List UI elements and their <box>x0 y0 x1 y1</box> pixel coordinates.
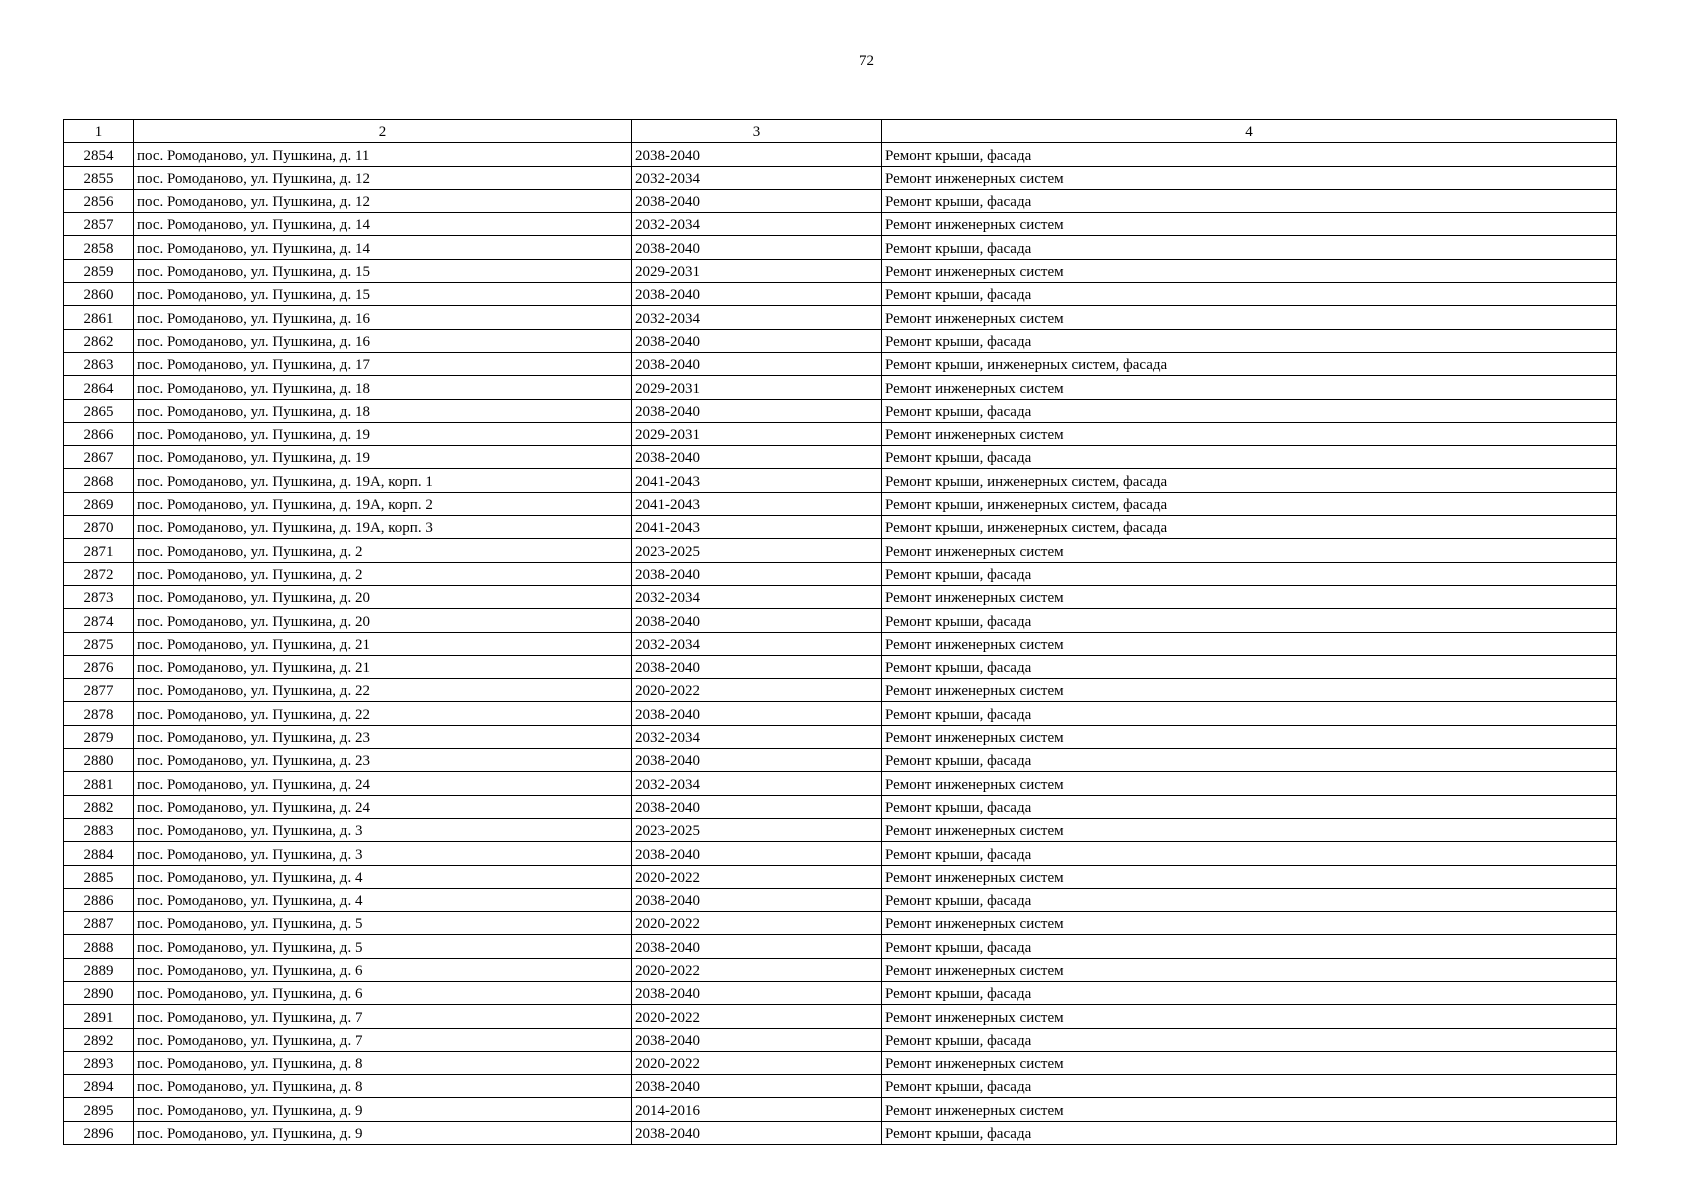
table-row <box>64 702 1617 725</box>
table-row <box>64 1098 1617 1121</box>
row-number-cell: 2879 <box>64 725 134 748</box>
row-number-cell: 2876 <box>64 655 134 678</box>
address-cell: пос. Ромоданово, ул. Пушкина, д. 19 <box>134 446 632 469</box>
row-number-cell: 2861 <box>64 306 134 329</box>
row-number-cell: 2866 <box>64 422 134 445</box>
row-number-cell: 2870 <box>64 516 134 539</box>
address-cell: пос. Ромоданово, ул. Пушкина, д. 23 <box>134 725 632 748</box>
work-type-cell: Ремонт инженерных систем <box>882 166 1617 189</box>
period-cell: 2038-2040 <box>632 888 882 911</box>
work-type-cell: Ремонт инженерных систем <box>882 1051 1617 1074</box>
period-cell: 2038-2040 <box>632 655 882 678</box>
row-number-cell: 2893 <box>64 1051 134 1074</box>
address-cell: пос. Ромоданово, ул. Пушкина, д. 22 <box>134 702 632 725</box>
row-number-cell: 2862 <box>64 329 134 352</box>
address-cell: пос. Ромоданово, ул. Пушкина, д. 20 <box>134 609 632 632</box>
address-cell: пос. Ромоданово, ул. Пушкина, д. 16 <box>134 329 632 352</box>
work-type-cell: Ремонт крыши, фасада <box>882 1028 1617 1051</box>
table-row <box>64 958 1617 981</box>
address-cell: пос. Ромоданово, ул. Пушкина, д. 22 <box>134 679 632 702</box>
address-cell: пос. Ромоданово, ул. Пушкина, д. 8 <box>134 1075 632 1098</box>
period-cell: 2038-2040 <box>632 609 882 632</box>
table-row <box>64 399 1617 422</box>
table-row <box>64 446 1617 469</box>
table-header <box>64 120 1617 143</box>
table-row <box>64 795 1617 818</box>
work-type-cell: Ремонт крыши, фасада <box>882 189 1617 212</box>
column-header-number: 1 <box>64 120 134 143</box>
work-type-cell: Ремонт крыши, фасада <box>882 888 1617 911</box>
row-number-cell: 2871 <box>64 539 134 562</box>
table-row <box>64 912 1617 935</box>
table-row <box>64 749 1617 772</box>
row-number-cell: 2885 <box>64 865 134 888</box>
work-type-cell: Ремонт крыши, инженерных систем, фасада <box>882 352 1617 375</box>
work-type-cell: Ремонт инженерных систем <box>882 1005 1617 1028</box>
work-type-cell: Ремонт крыши, инженерных систем, фасада <box>882 492 1617 515</box>
work-type-cell: Ремонт крыши, фасада <box>882 609 1617 632</box>
table-row <box>64 283 1617 306</box>
address-cell: пос. Ромоданово, ул. Пушкина, д. 9 <box>134 1098 632 1121</box>
table-row <box>64 842 1617 865</box>
table-row <box>64 143 1617 166</box>
table-row <box>64 259 1617 282</box>
work-type-cell: Ремонт инженерных систем <box>882 679 1617 702</box>
row-number-cell: 2860 <box>64 283 134 306</box>
period-cell: 2032-2034 <box>632 632 882 655</box>
address-cell: пос. Ромоданово, ул. Пушкина, д. 19А, корп. 1 <box>134 469 632 492</box>
row-number-cell: 2873 <box>64 585 134 608</box>
work-type-cell: Ремонт крыши, фасада <box>882 795 1617 818</box>
address-cell: пос. Ромоданово, ул. Пушкина, д. 20 <box>134 585 632 608</box>
work-type-cell: Ремонт крыши, фасада <box>882 702 1617 725</box>
address-cell: пос. Ромоданово, ул. Пушкина, д. 24 <box>134 772 632 795</box>
row-number-cell: 2856 <box>64 189 134 212</box>
row-number-cell: 2872 <box>64 562 134 585</box>
address-cell: пос. Ромоданово, ул. Пушкина, д. 6 <box>134 981 632 1004</box>
address-cell: пос. Ромоданово, ул. Пушкина, д. 21 <box>134 655 632 678</box>
row-number-cell: 2889 <box>64 958 134 981</box>
table-row <box>64 679 1617 702</box>
table-row <box>64 1028 1617 1051</box>
table-row <box>64 329 1617 352</box>
work-type-cell: Ремонт крыши, фасада <box>882 981 1617 1004</box>
period-cell: 2038-2040 <box>632 399 882 422</box>
work-type-cell: Ремонт крыши, фасада <box>882 749 1617 772</box>
period-cell: 2038-2040 <box>632 935 882 958</box>
work-type-cell: Ремонт инженерных систем <box>882 422 1617 445</box>
work-type-cell: Ремонт инженерных систем <box>882 376 1617 399</box>
address-cell: пос. Ромоданово, ул. Пушкина, д. 2 <box>134 562 632 585</box>
period-cell: 2032-2034 <box>632 585 882 608</box>
work-type-cell: Ремонт инженерных систем <box>882 306 1617 329</box>
work-type-cell: Ремонт инженерных систем <box>882 912 1617 935</box>
period-cell: 2038-2040 <box>632 189 882 212</box>
table-row <box>64 1121 1617 1144</box>
table-row <box>64 609 1617 632</box>
table-row <box>64 166 1617 189</box>
work-type-cell: Ремонт крыши, фасада <box>882 329 1617 352</box>
address-cell: пос. Ромоданово, ул. Пушкина, д. 4 <box>134 888 632 911</box>
row-number-cell: 2859 <box>64 259 134 282</box>
address-cell: пос. Ромоданово, ул. Пушкина, д. 12 <box>134 166 632 189</box>
row-number-cell: 2863 <box>64 352 134 375</box>
work-type-cell: Ремонт крыши, инженерных систем, фасада <box>882 516 1617 539</box>
period-cell: 2020-2022 <box>632 1051 882 1074</box>
work-type-cell: Ремонт инженерных систем <box>882 539 1617 562</box>
address-cell: пос. Ромоданово, ул. Пушкина, д. 15 <box>134 283 632 306</box>
period-cell: 2032-2034 <box>632 306 882 329</box>
repair-schedule-table <box>63 119 1617 1145</box>
address-cell: пос. Ромоданово, ул. Пушкина, д. 19 <box>134 422 632 445</box>
table-row <box>64 632 1617 655</box>
period-cell: 2038-2040 <box>632 1028 882 1051</box>
address-cell: пос. Ромоданово, ул. Пушкина, д. 12 <box>134 189 632 212</box>
work-type-cell: Ремонт инженерных систем <box>882 725 1617 748</box>
period-cell: 2038-2040 <box>632 1075 882 1098</box>
address-cell: пос. Ромоданово, ул. Пушкина, д. 14 <box>134 213 632 236</box>
address-cell: пос. Ромоданово, ул. Пушкина, д. 19А, корп. 2 <box>134 492 632 515</box>
work-type-cell: Ремонт крыши, фасада <box>882 143 1617 166</box>
row-number-cell: 2895 <box>64 1098 134 1121</box>
table-body <box>64 143 1617 1145</box>
row-number-cell: 2884 <box>64 842 134 865</box>
period-cell: 2020-2022 <box>632 1005 882 1028</box>
row-number-cell: 2858 <box>64 236 134 259</box>
row-number-cell: 2888 <box>64 935 134 958</box>
column-header-address: 2 <box>134 120 632 143</box>
address-cell: пос. Ромоданово, ул. Пушкина, д. 16 <box>134 306 632 329</box>
row-number-cell: 2881 <box>64 772 134 795</box>
column-header-work-type: 4 <box>882 120 1617 143</box>
row-number-cell: 2886 <box>64 888 134 911</box>
address-cell: пос. Ромоданово, ул. Пушкина, д. 14 <box>134 236 632 259</box>
work-type-cell: Ремонт инженерных систем <box>882 632 1617 655</box>
table-row <box>64 865 1617 888</box>
header-row <box>64 120 1617 143</box>
period-cell: 2038-2040 <box>632 749 882 772</box>
period-cell: 2038-2040 <box>632 352 882 375</box>
row-number-cell: 2887 <box>64 912 134 935</box>
address-cell: пос. Ромоданово, ул. Пушкина, д. 7 <box>134 1005 632 1028</box>
work-type-cell: Ремонт крыши, фасада <box>882 842 1617 865</box>
address-cell: пос. Ромоданово, ул. Пушкина, д. 4 <box>134 865 632 888</box>
work-type-cell: Ремонт крыши, фасада <box>882 236 1617 259</box>
period-cell: 2020-2022 <box>632 912 882 935</box>
table-row <box>64 1051 1617 1074</box>
period-cell: 2020-2022 <box>632 679 882 702</box>
work-type-cell: Ремонт крыши, фасада <box>882 935 1617 958</box>
period-cell: 2041-2043 <box>632 469 882 492</box>
table-row <box>64 376 1617 399</box>
table-row <box>64 935 1617 958</box>
table-row <box>64 1075 1617 1098</box>
table-row <box>64 981 1617 1004</box>
period-cell: 2029-2031 <box>632 422 882 445</box>
row-number-cell: 2890 <box>64 981 134 1004</box>
row-number-cell: 2892 <box>64 1028 134 1051</box>
period-cell: 2023-2025 <box>632 539 882 562</box>
table-row <box>64 585 1617 608</box>
address-cell: пос. Ромоданово, ул. Пушкина, д. 5 <box>134 935 632 958</box>
period-cell: 2038-2040 <box>632 446 882 469</box>
table-row <box>64 213 1617 236</box>
row-number-cell: 2878 <box>64 702 134 725</box>
work-type-cell: Ремонт инженерных систем <box>882 213 1617 236</box>
table-row <box>64 422 1617 445</box>
period-cell: 2038-2040 <box>632 236 882 259</box>
period-cell: 2029-2031 <box>632 376 882 399</box>
table-row <box>64 725 1617 748</box>
work-type-cell: Ремонт инженерных систем <box>882 958 1617 981</box>
table-row <box>64 236 1617 259</box>
row-number-cell: 2857 <box>64 213 134 236</box>
period-cell: 2038-2040 <box>632 283 882 306</box>
address-cell: пос. Ромоданово, ул. Пушкина, д. 8 <box>134 1051 632 1074</box>
address-cell: пос. Ромоданово, ул. Пушкина, д. 2 <box>134 539 632 562</box>
work-type-cell: Ремонт крыши, фасада <box>882 446 1617 469</box>
period-cell: 2041-2043 <box>632 492 882 515</box>
period-cell: 2038-2040 <box>632 842 882 865</box>
row-number-cell: 2894 <box>64 1075 134 1098</box>
work-type-cell: Ремонт крыши, фасада <box>882 399 1617 422</box>
table-row <box>64 516 1617 539</box>
row-number-cell: 2880 <box>64 749 134 772</box>
row-number-cell: 2854 <box>64 143 134 166</box>
table-row <box>64 772 1617 795</box>
table-row <box>64 189 1617 212</box>
work-type-cell: Ремонт инженерных систем <box>882 1098 1617 1121</box>
address-cell: пос. Ромоданово, ул. Пушкина, д. 9 <box>134 1121 632 1144</box>
period-cell: 2041-2043 <box>632 516 882 539</box>
row-number-cell: 2891 <box>64 1005 134 1028</box>
row-number-cell: 2855 <box>64 166 134 189</box>
work-type-cell: Ремонт инженерных систем <box>882 585 1617 608</box>
row-number-cell: 2896 <box>64 1121 134 1144</box>
address-cell: пос. Ромоданово, ул. Пушкина, д. 24 <box>134 795 632 818</box>
period-cell: 2014-2016 <box>632 1098 882 1121</box>
row-number-cell: 2864 <box>64 376 134 399</box>
address-cell: пос. Ромоданово, ул. Пушкина, д. 5 <box>134 912 632 935</box>
table-row <box>64 306 1617 329</box>
address-cell: пос. Ромоданово, ул. Пушкина, д. 21 <box>134 632 632 655</box>
address-cell: пос. Ромоданово, ул. Пушкина, д. 3 <box>134 818 632 841</box>
table-row <box>64 655 1617 678</box>
work-type-cell: Ремонт инженерных систем <box>882 772 1617 795</box>
work-type-cell: Ремонт крыши, фасада <box>882 655 1617 678</box>
period-cell: 2020-2022 <box>632 865 882 888</box>
work-type-cell: Ремонт крыши, фасада <box>882 1075 1617 1098</box>
period-cell: 2020-2022 <box>632 958 882 981</box>
period-cell: 2038-2040 <box>632 795 882 818</box>
work-type-cell: Ремонт крыши, фасада <box>882 283 1617 306</box>
period-cell: 2038-2040 <box>632 981 882 1004</box>
work-type-cell: Ремонт крыши, инженерных систем, фасада <box>882 469 1617 492</box>
address-cell: пос. Ромоданово, ул. Пушкина, д. 7 <box>134 1028 632 1051</box>
period-cell: 2038-2040 <box>632 143 882 166</box>
period-cell: 2038-2040 <box>632 1121 882 1144</box>
period-cell: 2038-2040 <box>632 329 882 352</box>
address-cell: пос. Ромоданово, ул. Пушкина, д. 18 <box>134 399 632 422</box>
row-number-cell: 2883 <box>64 818 134 841</box>
row-number-cell: 2869 <box>64 492 134 515</box>
address-cell: пос. Ромоданово, ул. Пушкина, д. 23 <box>134 749 632 772</box>
page-number: 72 <box>859 53 874 69</box>
row-number-cell: 2877 <box>64 679 134 702</box>
period-cell: 2032-2034 <box>632 725 882 748</box>
table-row <box>64 492 1617 515</box>
period-cell: 2038-2040 <box>632 562 882 585</box>
table-row <box>64 1005 1617 1028</box>
table-row <box>64 352 1617 375</box>
work-type-cell: Ремонт инженерных систем <box>882 818 1617 841</box>
address-cell: пос. Ромоданово, ул. Пушкина, д. 17 <box>134 352 632 375</box>
row-number-cell: 2867 <box>64 446 134 469</box>
address-cell: пос. Ромоданово, ул. Пушкина, д. 19А, корп. 3 <box>134 516 632 539</box>
address-cell: пос. Ромоданово, ул. Пушкина, д. 3 <box>134 842 632 865</box>
row-number-cell: 2874 <box>64 609 134 632</box>
period-cell: 2032-2034 <box>632 166 882 189</box>
address-cell: пос. Ромоданово, ул. Пушкина, д. 18 <box>134 376 632 399</box>
row-number-cell: 2882 <box>64 795 134 818</box>
period-cell: 2032-2034 <box>632 213 882 236</box>
address-cell: пос. Ромоданово, ул. Пушкина, д. 6 <box>134 958 632 981</box>
column-header-period: 3 <box>632 120 882 143</box>
work-type-cell: Ремонт крыши, фасада <box>882 562 1617 585</box>
table-row <box>64 562 1617 585</box>
table-row <box>64 818 1617 841</box>
address-cell: пос. Ромоданово, ул. Пушкина, д. 15 <box>134 259 632 282</box>
row-number-cell: 2868 <box>64 469 134 492</box>
row-number-cell: 2865 <box>64 399 134 422</box>
table-row <box>64 888 1617 911</box>
period-cell: 2038-2040 <box>632 702 882 725</box>
work-type-cell: Ремонт инженерных систем <box>882 865 1617 888</box>
work-type-cell: Ремонт крыши, фасада <box>882 1121 1617 1144</box>
work-type-cell: Ремонт инженерных систем <box>882 259 1617 282</box>
row-number-cell: 2875 <box>64 632 134 655</box>
table-row <box>64 469 1617 492</box>
address-cell: пос. Ромоданово, ул. Пушкина, д. 11 <box>134 143 632 166</box>
period-cell: 2029-2031 <box>632 259 882 282</box>
table-row <box>64 539 1617 562</box>
period-cell: 2032-2034 <box>632 772 882 795</box>
period-cell: 2023-2025 <box>632 818 882 841</box>
